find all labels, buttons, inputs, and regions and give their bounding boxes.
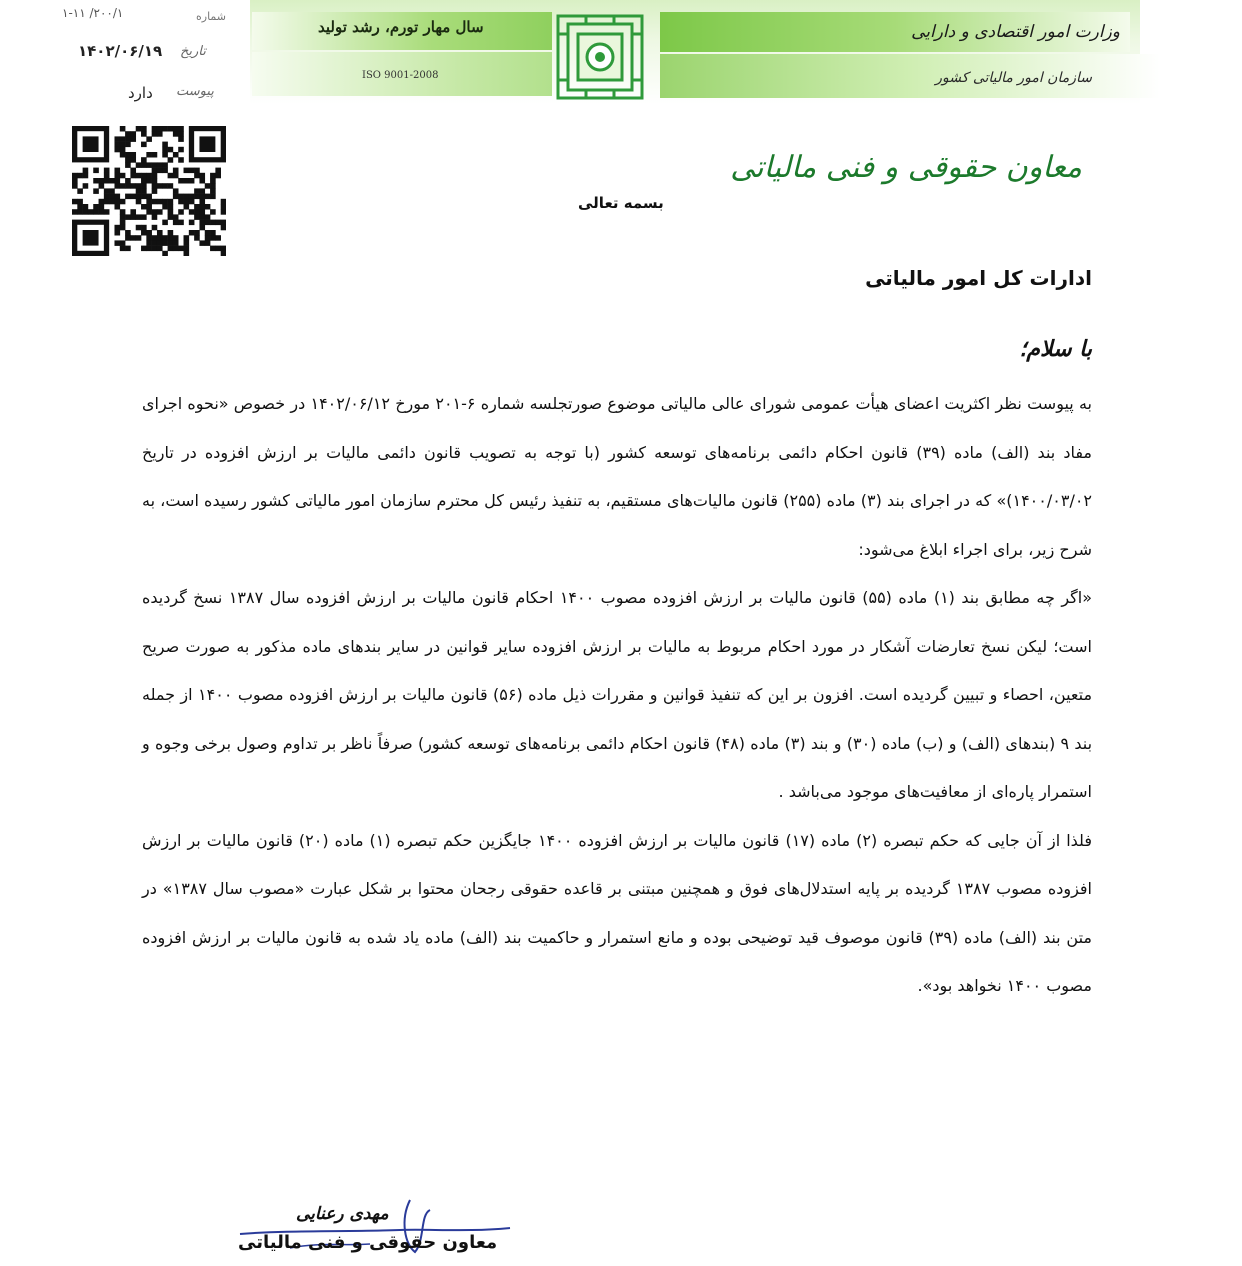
signatory-title: معاون حقوقی و فنی مالیاتی	[238, 1232, 498, 1253]
attachment-value: دارد	[128, 84, 153, 102]
ministry-name: وزارت امور اقتصادی و دارایی	[911, 22, 1120, 42]
bismillah: بسمه تعالی	[578, 194, 664, 212]
recipient: ادارات کل امور مالیاتی	[865, 266, 1092, 290]
qr-code-icon	[72, 126, 226, 256]
deputy-title-logo: معاون حقوقی و فنی مالیاتی	[730, 150, 1082, 185]
letter-date-label: تاریخ	[180, 44, 206, 59]
iso-label: ISO 9001-2008	[362, 70, 439, 81]
organization-name: سازمان امور مالیاتی کشور	[935, 70, 1092, 86]
tax-organization-emblem-icon	[556, 14, 644, 100]
year-slogan: سال مهار تورم، رشد تولید	[318, 18, 484, 36]
greeting: با سلام؛	[1019, 336, 1092, 362]
letter-number-label: شماره	[196, 10, 227, 23]
body-paragraph-1: به پیوست نظر اکثریت اعضای هیأت عمومی شورای عالی مالیاتی موضوع صورتجلسه شماره ۶-۲۰۱ مورخ ۱۴۰۲/۰۶/۱۲ در خصوص «نحوه اجرای مفاد بند (الف) ماده (۳۹) قانون احکام دائمی برنامه‌های توسعه کشور (با توجه به تصویب قانون دائمی مالیات بر ارزش افزوده در تاریخ ۱۴۰۰/۰۳/۰۲)» که در اجرای بند (۳) ماده (۲۵۵) قانون مالیات‌های مستقیم، به تنفیذ رئیس کل محترم سازمان امور مالیاتی کشور رسیده است، به شرح زیر، برای اجراء ابلاغ می‌شود:	[142, 394, 1093, 559]
letter-body	[142, 380, 1092, 1011]
body-paragraph-3: فلذا از آن جایی که حکم تبصره (۲) ماده (۱۷) قانون مالیات بر ارزش افزوده ۱۴۰۰ جایگزین حکم تبصره (۱) ماده (۲۰) قانون مالیات بر ارزش افزوده مصوب ۱۳۸۷ گردیده بر پایه استدلال‌های فوق و همچنین مبتنی بر قاعده حقوقی رجحان محتوا بر شکل عبارت «مصوب سال ۱۳۸۷» در متن بند (الف) ماده (۳۹) قانون موصوف قید توضیحی بوده و مانع استمرار و حاکمیت بند (الف) ماده یاد شده به قانون مالیات بر ارزش افزوده مصوب ۱۴۰۰ نخواهد بود».	[142, 830, 1093, 995]
signatory-name: مهدی رعنایی	[296, 1204, 389, 1224]
letter-number: ۲۰۰/۱/ ۱-۱۱	[62, 6, 124, 20]
attachment-label: پیوست	[176, 84, 214, 99]
letter-date: ۱۴۰۲/۰۶/۱۹	[78, 42, 163, 60]
body-paragraph-2: «اگر چه مطابق بند (۱) ماده (۵۵) قانون مالیات بر ارزش افزوده مصوب ۱۴۰۰ احکام قانون مالیات بر ارزش افزوده سال ۱۳۸۷ نسخ گردیده است؛ لیکن نسخ تعارضات آشکار در مورد احکام مربوط به مالیات بر ارزش افزوده سایر قوانین در سایر بندهای ماده مذکور به صورت صریح متعین، احصاء و تبیین گردیده است. افزون بر این که تنفیذ قوانین و مقررات ذیل ماده (۵۶) قانون مالیات بر ارزش افزوده مصوب ۱۴۰۰ از جمله بند ۹ (بندهای (الف) و (ب) ماده (۳۰) و بند (۳) ماده (۴۸) قانون احکام دائمی برنامه‌های توسعه کشور) صرفاً ناظر بر تداوم وصول برخی وجوه و استمرار پاره‌ای از معافیت‌های موجود می‌باشد .	[142, 588, 1093, 801]
